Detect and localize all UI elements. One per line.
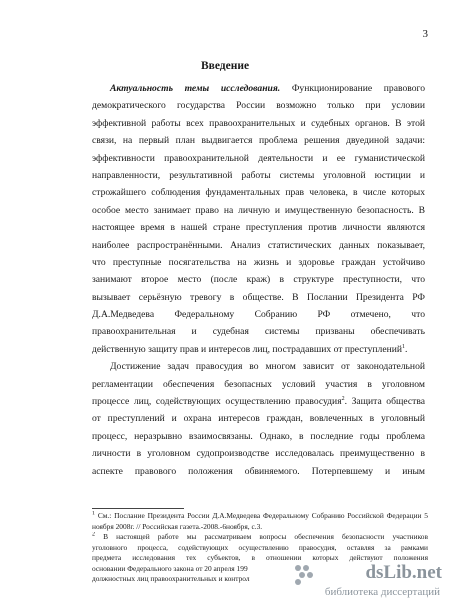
paragraph-1-line: демократического государства России возможно только при условии <box>92 100 425 112</box>
footnote-2-line: предмета исследования тех субъектов, в отношении которых действуют положения <box>92 553 428 562</box>
watermark <box>292 562 442 602</box>
paragraph-2-line: Достижение задач правосудия во многом зависит от законодательной <box>110 361 425 373</box>
paragraph-1-line: строжайшего соблюдения фундаментальных прав человека, в числе которых <box>92 187 425 199</box>
footnote-ref-2: 2 <box>341 395 345 402</box>
paragraph-1-line: связи, на первый план выдвигается проблема решения двуединой задачи: <box>92 135 425 147</box>
paragraph-1-line: направленности, результативной работы системы уголовной юстиции и <box>92 169 425 181</box>
paragraph-1-line: правоохранительная и судебная системы призваны обеспечивать <box>92 326 425 338</box>
footnote-2-line: должностных лиц правоохранительных и контрол <box>92 574 250 583</box>
page-number: 3 <box>422 28 428 40</box>
paragraph-1-line: эффективной работы всех правоохранительных и судебных органов. В этой <box>92 117 425 129</box>
body-text <box>92 80 425 480</box>
footnote-mark-2: 2 <box>92 532 95 538</box>
paragraph-2-line-with-ref: процессе лиц, содействующих осуществлению правосудия$^2$. Защита общества <box>92 395 425 408</box>
footnote-2-line: уголовного процесса, содействующих осуществлению правосудия, оставляя за рамками <box>92 542 428 552</box>
footnote-1-line: $^1$ Cм.: Послание Президента России Д.А.Медведева Федеральному Собранию Российской Федерации 5 <box>92 511 428 520</box>
footnote-mark-1: 1 <box>92 511 95 517</box>
lead-phrase: Актуальность темы исследования. <box>110 83 281 94</box>
paragraph-1-line: наиболее распространёнными. Анализ статистических данных показывает, <box>92 239 425 251</box>
section-title: Введение <box>200 60 250 72</box>
paragraph-1-line: занимают второе место (после краж) в структуре преступности, что <box>92 274 425 286</box>
footnote-divider <box>92 508 184 509</box>
paragraph-2-line: процесс, неразрывно взаимосвязаны. Однако, в последние годы проблема <box>92 430 425 442</box>
paragraph-2-line: регламентации обеспечения безопасных условий участия в уголовном <box>92 378 425 390</box>
paragraph-1-line: Д.А.Медведева Федеральному Собранию РФ отмечено, что <box>92 309 425 321</box>
paragraph-2-line: аспекте правового положения обвиняемого. Потерпевшему и иным <box>92 465 425 477</box>
paragraph-1-line: эффективности правоохранительной деятельности и ее гуманистической <box>92 152 425 164</box>
paragraph-2-line: от преступлений и охрана интересов граждан, вовлеченных в уголовный <box>92 413 425 425</box>
paragraph-1-last-line: действенную защиту прав и интересов лиц, пострадавших от преступлений$^1$. <box>92 343 408 355</box>
footnote-1-line: ноября 2008г. // Российская газета.-2008.-6ноября, с.3. <box>92 521 263 531</box>
paragraph-2-line: личности в уголовном судопроизводстве исследовалась преимущественно в <box>92 448 425 460</box>
paragraph-1-line: вызывает серьёзную тревогу в обществе. В Послании Президента РФ <box>92 291 425 303</box>
paragraph-1-line: что преступные посягательства на жизнь и здоровье граждан устойчиво <box>92 256 425 268</box>
footnote-2-line: основании Федерального закона от 20 апреля 199 <box>92 563 248 573</box>
paragraph-1-line-1: Актуальность темы исследования. Функционирование правового <box>110 83 425 94</box>
watermark-tagline: библиотека диссертаций <box>324 586 440 598</box>
paragraph-1-line: настоящее время в нашей стране преступления против личности являются <box>92 222 425 234</box>
watermark-brand: dsLib.net <box>365 562 442 583</box>
paragraph-1-line: особое место занимает право на личную и имущественную безопасность. В <box>92 204 425 216</box>
ds-lib-logo-icon <box>292 562 316 586</box>
footnote-ref-1: 1 <box>402 343 405 350</box>
footnote-2-line: $^2$ В настоящей работе мы рассматриваем вопросы обеспечения безопасности участников <box>92 532 428 541</box>
